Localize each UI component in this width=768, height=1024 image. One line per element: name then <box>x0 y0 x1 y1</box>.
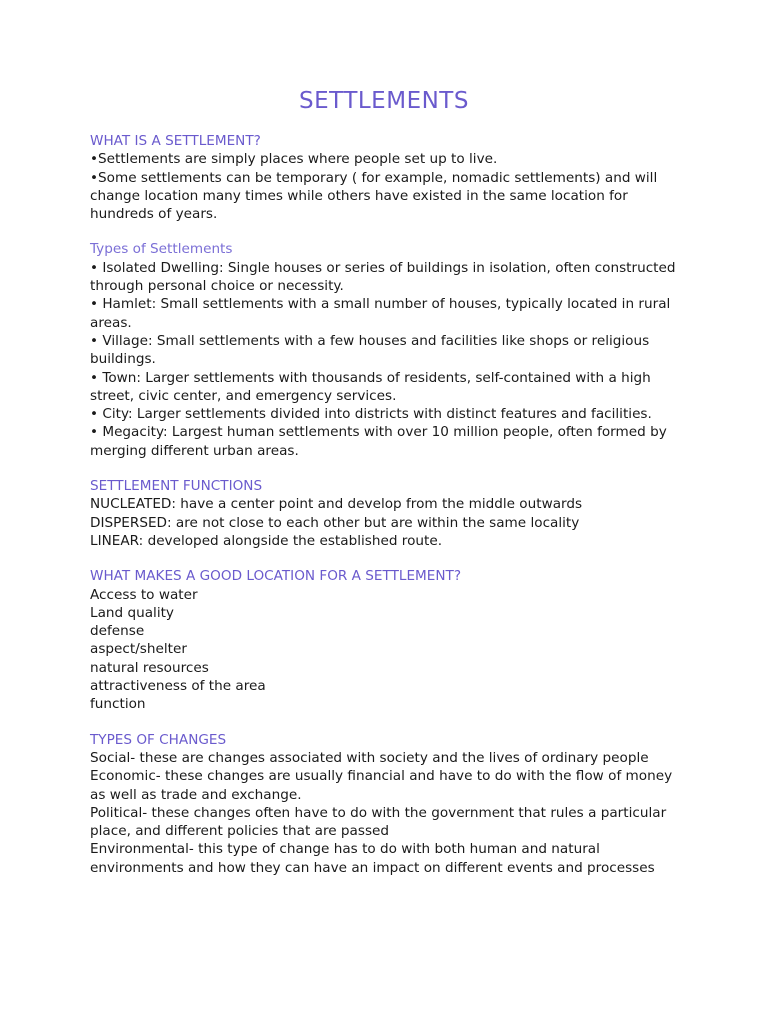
section-settlement-functions <box>90 477 690 550</box>
body-line: NUCLEATED: have a center point and develop from the middle outwards <box>90 496 583 513</box>
body-line: • Isolated Dwelling: Single houses or series of buildings in isolation, often constructed through personal choice or necessity. <box>90 259 676 295</box>
body-line: Land quality <box>90 604 174 621</box>
body-line: • Village: Small settlements with a few houses and facilities like shops or religious buildings. <box>90 332 650 368</box>
body-line: attractiveness of the area <box>90 678 266 695</box>
body-line: •Settlements are simply places where people set up to live. <box>90 151 498 168</box>
body-line: • Hamlet: Small settlements with a small number of houses, typically located in rural areas. <box>90 296 671 331</box>
body-line: LINEAR: developed alongside the established route. <box>90 532 443 549</box>
body-line: Social- these are changes associated with society and the lives of ordinary people <box>90 749 649 766</box>
body-line: • Town: Larger settlements with thousands of residents, self-contained with a high street, civic center, and emergency services. <box>90 369 651 404</box>
body-line: function <box>90 696 146 713</box>
body-line: Economic- these changes are usually financial and have to do with the flow of money as well as trade and exchange. <box>90 768 673 803</box>
section-types-of-changes <box>90 731 690 877</box>
body-line: Environmental- this type of change has to do with both human and natural environments and how they can have an impact on different events and processes <box>90 841 655 876</box>
body-line: •Some settlements can be temporary ( for example, nomadic settlements) and will change location many times while others have existed in the same location for hundreds of years. <box>90 169 658 223</box>
body-line: Political- these changes often have to do with the government that rules a particular place, and different policies that are passed <box>90 804 667 840</box>
section-what-is-a-settlement <box>90 132 690 223</box>
section-heading: WHAT IS A SETTLEMENT? <box>90 133 261 149</box>
body-line: defense <box>90 623 145 640</box>
body-line: • Megacity: Largest human settlements with over 10 million people, often formed by merging different urban areas. <box>90 424 667 459</box>
body-line: Access to water <box>90 586 198 603</box>
body-line: • City: Larger settlements divided into districts with distinct features and facilities. <box>90 406 652 423</box>
section-good-location <box>90 567 690 713</box>
body-line: DISPERSED: are not close to each other but are within the same locality <box>90 514 580 531</box>
section-heading: SETTLEMENT FUNCTIONS <box>90 478 263 495</box>
section-heading: Types of Settlements <box>90 241 233 258</box>
page-title: SETTLEMENTS <box>299 88 469 114</box>
section-types-of-settlements <box>90 240 690 460</box>
section-heading: TYPES OF CHANGES <box>90 731 227 748</box>
document-page <box>90 88 690 894</box>
body-line: aspect/shelter <box>90 641 187 658</box>
body-line: natural resources <box>90 659 209 676</box>
section-heading: WHAT MAKES A GOOD LOCATION FOR A SETTLEMENT? <box>90 568 462 585</box>
